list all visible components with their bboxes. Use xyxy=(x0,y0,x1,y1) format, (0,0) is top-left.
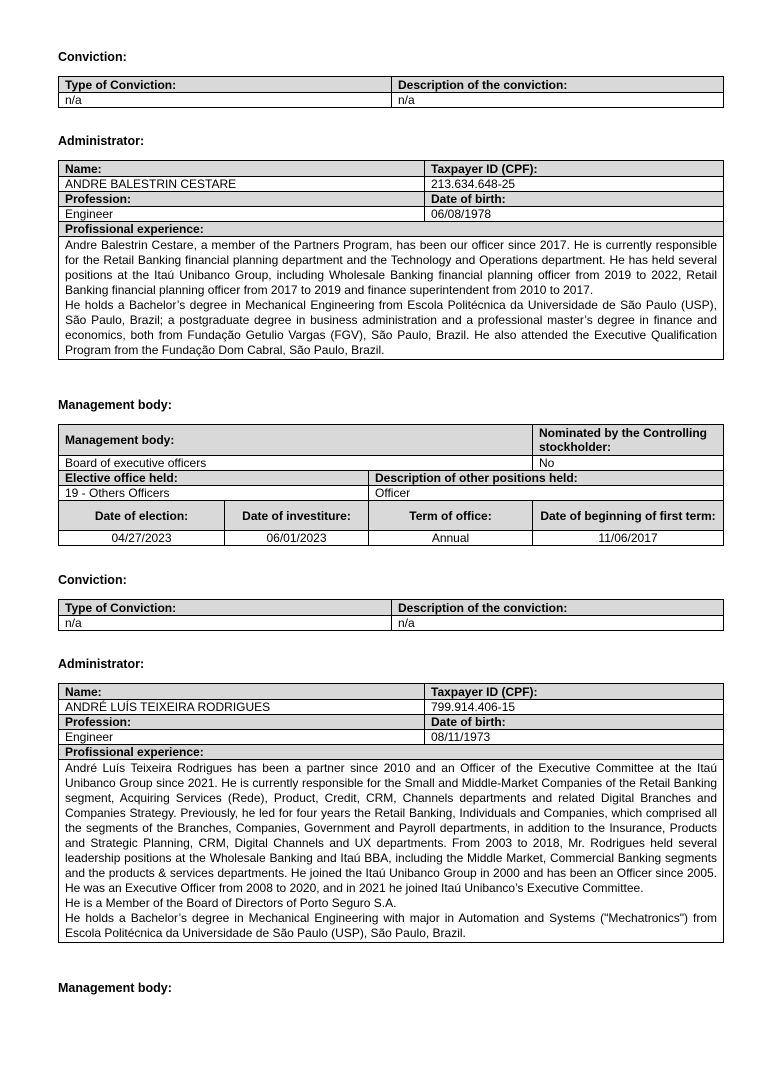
type-of-conviction-value: n/a xyxy=(59,93,392,108)
experience-paragraph: André Luís Teixeira Rodrigues has been a partner since 2010 and an Officer of the Executive Committee at the Itaú Unibanco Group since 2021. He is currently responsible for the Small and Middle-Market Companies of the Retail Banking segment, Acquiring Services (Rede), Product, Credit, CRM, Channels departments and related Digital Branches and Companies Strategy. Previously, he led for four years the Retail Banking, Individuals and Companies, which comprised all the segments of the Branches, Companies, Government and Payroll departments, in addition to the Insurance, Products and Strategic Planning, CRM, Digital Channels and UX departments. From 2003 to 2018, Mr. Rodrigues held several leadership positions at the Wholesale Banking and Itaú BBA, including the Middle Market, Commercial Banking segments and the products & services departments. He joined the Itaú Unibanco Group in 2000 and has been an Officer since 2005. He was an Executive Officer from 2008 to 2020, and in 2021 he joined Itaú Unibanco’s Executive Committee. xyxy=(65,761,717,895)
experience-paragraph: He is a Member of the Board of Directors of Porto Seguro S.A. xyxy=(65,896,397,910)
management-body-heading: Management body: xyxy=(58,398,172,412)
date-of-election-value: 04/27/2023 xyxy=(59,531,225,546)
description-of-conviction-label: Description of the conviction: xyxy=(392,77,724,93)
conviction-heading: Conviction: xyxy=(58,573,127,587)
profession-value: Engineer xyxy=(59,207,425,222)
conviction-table xyxy=(58,76,724,108)
other-positions-value: Officer xyxy=(369,486,724,501)
description-of-conviction-value: n/a xyxy=(392,616,724,631)
administrator-heading: Administrator: xyxy=(58,657,145,671)
name-value: ANDRÉ LUÍS TEIXEIRA RODRIGUES xyxy=(59,700,425,715)
experience-paragraph: Andre Balestrin Cestare, a member of the Partners Program, has been our officer since 2017. He is currently responsible for the Retail Banking financial planning department and the Technology and Operations department. He has held several positions at the Itaú Unibanco Group, including Wholesale Banking financial planning officer from 2019 to 2022, Retail Banking financial planning officer from 2017 to 2019 and finance superintendent from 2010 to 2017. xyxy=(65,238,717,297)
management-body-value: Board of executive officers xyxy=(59,456,533,471)
administrator-table xyxy=(58,160,724,360)
professional-experience-text xyxy=(59,237,724,360)
name-value: ANDRE BALESTRIN CESTARE xyxy=(59,177,425,192)
elective-office-value: 19 - Others Officers xyxy=(59,486,369,501)
professional-experience-text xyxy=(59,760,724,943)
term-of-office-label: Term of office: xyxy=(369,501,533,531)
date-of-birth-value: 08/11/1973 xyxy=(425,730,724,745)
elective-office-label: Elective office held: xyxy=(59,471,369,486)
cpf-label: Taxpayer ID (CPF): xyxy=(425,684,724,700)
name-label: Name: xyxy=(59,161,425,177)
first-term-value: 11/06/2017 xyxy=(533,531,724,546)
nominated-value: No xyxy=(533,456,724,471)
management-body-heading: Management body: xyxy=(58,981,172,995)
date-of-investiture-label: Date of investiture: xyxy=(225,501,369,531)
date-of-investiture-value: 06/01/2023 xyxy=(225,531,369,546)
description-of-conviction-value: n/a xyxy=(392,93,724,108)
experience-paragraph: He holds a Bachelor’s degree in Mechanical Engineering from Escola Politécnica da Universidade de São Paulo (USP), São Paulo, Brazil; a postgraduate degree in business administration and a professional master’s degree in finance and economics, both from Fundação Getulio Vargas (FGV), São Paulo, Brazil. He also attended the Executive Qualification Program from the Fundação Dom Cabral, São Paulo, Brazil. xyxy=(65,298,717,357)
conviction-table xyxy=(58,599,724,631)
professional-experience-label: Profissional experience: xyxy=(59,222,724,237)
nominated-label: Nominated by the Controlling stockholder: xyxy=(533,425,724,456)
conviction-heading: Conviction: xyxy=(58,50,127,64)
date-of-birth-label: Date of birth: xyxy=(425,715,724,730)
term-of-office-value: Annual xyxy=(369,531,533,546)
type-of-conviction-value: n/a xyxy=(59,616,392,631)
date-of-birth-label: Date of birth: xyxy=(425,192,724,207)
cpf-value: 799.914.406-15 xyxy=(425,700,724,715)
description-of-conviction-label: Description of the conviction: xyxy=(392,600,724,616)
name-label: Name: xyxy=(59,684,425,700)
administrator-table xyxy=(58,683,724,943)
administrator-heading: Administrator: xyxy=(58,134,145,148)
type-of-conviction-label: Type of Conviction: xyxy=(59,600,392,616)
first-term-label: Date of beginning of first term: xyxy=(533,501,724,531)
management-body-label: Management body: xyxy=(59,425,533,456)
type-of-conviction-label: Type of Conviction: xyxy=(59,77,392,93)
professional-experience-label: Profissional experience: xyxy=(59,745,724,760)
cpf-label: Taxpayer ID (CPF): xyxy=(425,161,724,177)
date-of-election-label: Date of election: xyxy=(59,501,225,531)
management-body-table xyxy=(58,424,724,546)
experience-paragraph: He holds a Bachelor’s degree in Mechanical Engineering with major in Automation and Systems ("Mechatronics") from Escola Politécnica da Universidade de São Paulo (USP), São Paulo, Brazil. xyxy=(65,911,717,940)
cpf-value: 213.634.648-25 xyxy=(425,177,724,192)
other-positions-label: Description of other positions held: xyxy=(369,471,724,486)
profession-value: Engineer xyxy=(59,730,425,745)
profession-label: Profession: xyxy=(59,715,425,730)
profession-label: Profession: xyxy=(59,192,425,207)
date-of-birth-value: 06/08/1978 xyxy=(425,207,724,222)
